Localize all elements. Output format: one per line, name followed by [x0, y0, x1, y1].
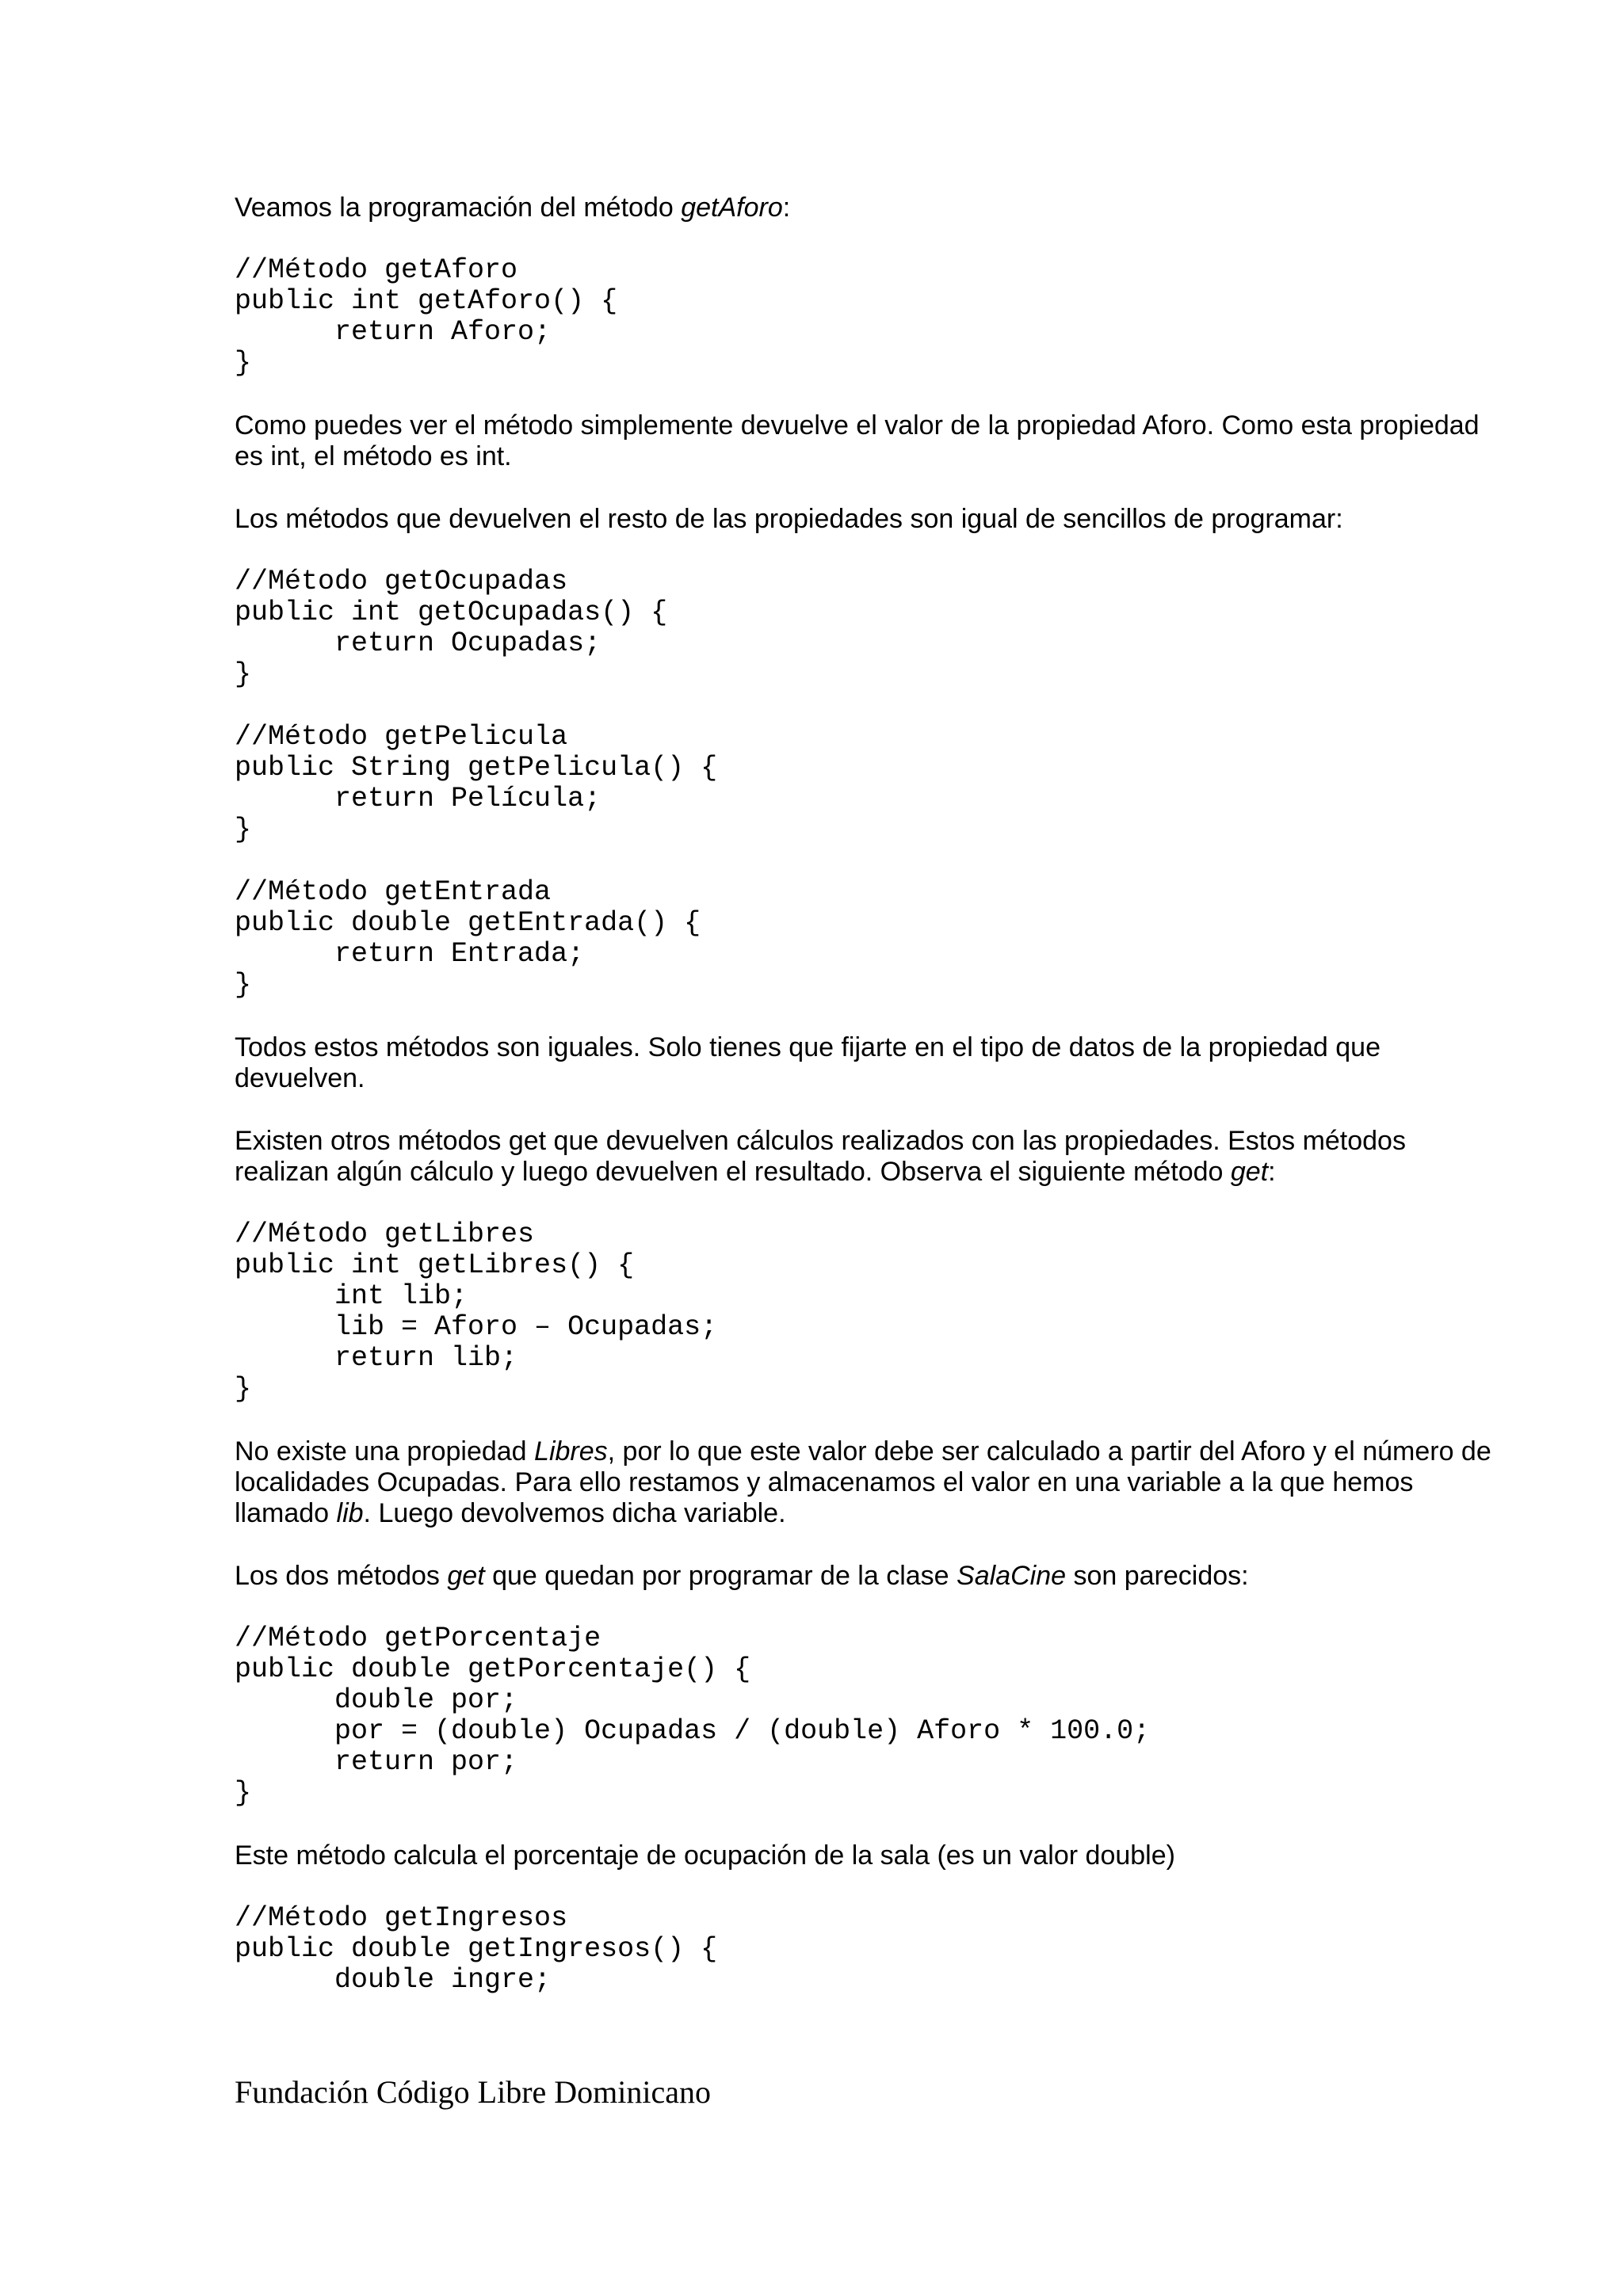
- libres-text-c: . Luego devolvemos dicha variable.: [363, 1498, 786, 1528]
- calculated-colon: :: [1268, 1157, 1276, 1187]
- calculated-get-word: get: [1230, 1157, 1269, 1187]
- remaining-text-a: Los dos métodos: [235, 1561, 448, 1591]
- code-block-getaforo: //Método getAforo public int getAforo() { return Aforo; }: [235, 254, 618, 379]
- remaining-get-word: get: [447, 1561, 485, 1591]
- code-block-getlibres: //Método getLibres public int getLibres() { int lib; lib = Aforo – Ocupadas; return lib; }: [235, 1219, 718, 1405]
- intro-paragraph: [235, 193, 1503, 223]
- code-block-getporcentaje: //Método getPorcentaje public double getPorcentaje() { double por; por = (double) Ocupadas / (double) Aforo * 100.0; return por; }: [235, 1623, 1151, 1809]
- page-content: [235, 193, 1503, 2027]
- code-block-getingresos: //Método getIngresos public double getIngresos() { double ingre;: [235, 1902, 718, 1996]
- intro-text: Veamos la programación del método: [235, 193, 682, 223]
- salacine-word: SalaCine: [957, 1561, 1067, 1591]
- libres-text-a: No existe una propiedad: [235, 1436, 535, 1466]
- code-block-getentrada: //Método getEntrada public double getEntrada() { return Entrada; }: [235, 876, 701, 1001]
- paragraph-aforo-explanation: Como puedes ver el método simplemente devuelve el valor de la propiedad Aforo. Como esta propiedad es int, el método es int.: [235, 410, 1480, 471]
- remaining-text-c: son parecidos:: [1066, 1561, 1249, 1591]
- paragraph-other-properties: Los métodos que devuelven el resto de las propiedades son igual de sencillos de programar:: [235, 504, 1343, 534]
- page-footer: Fundación Código Libre Dominicano: [235, 2074, 712, 2110]
- lib-word: lib: [336, 1498, 364, 1528]
- remaining-text-b: que quedan por programar de la clase: [484, 1561, 957, 1591]
- paragraph-remaining-getters: [235, 1561, 1503, 1592]
- intro-method-name: getAforo: [681, 193, 783, 223]
- paragraph-all-equal: Todos estos métodos son iguales. Solo tienes que fijarte en el tipo de datos de la propiedad que devuelven.: [235, 1032, 1381, 1093]
- intro-colon: :: [782, 193, 791, 223]
- libres-word: Libres: [534, 1436, 608, 1466]
- calculated-text: Existen otros métodos get que devuelven cálculos realizados con las propiedades. Estos métodos realizan algún cálculo y luego devuelven el resultado. Observa el siguiente método: [235, 1126, 1406, 1187]
- libres-text-b: , por lo que este valor debe ser calculado a partir del Aforo y el número de localidades Ocupadas. Para ello restamos y almacenamos el valor en una variable a la que hemos llamado: [235, 1436, 1491, 1528]
- paragraph-libres-explanation: [235, 1436, 1503, 1529]
- paragraph-porcentaje-explanation: Este método calcula el porcentaje de ocupación de la sala (es un valor double): [235, 1840, 1175, 1871]
- code-block-getpelicula: //Método getPelicula public String getPelicula() { return Película; }: [235, 721, 718, 845]
- code-block-getocupadas: //Método getOcupadas public int getOcupadas() { return Ocupadas; }: [235, 566, 668, 690]
- paragraph-calculated-getters: [235, 1126, 1503, 1188]
